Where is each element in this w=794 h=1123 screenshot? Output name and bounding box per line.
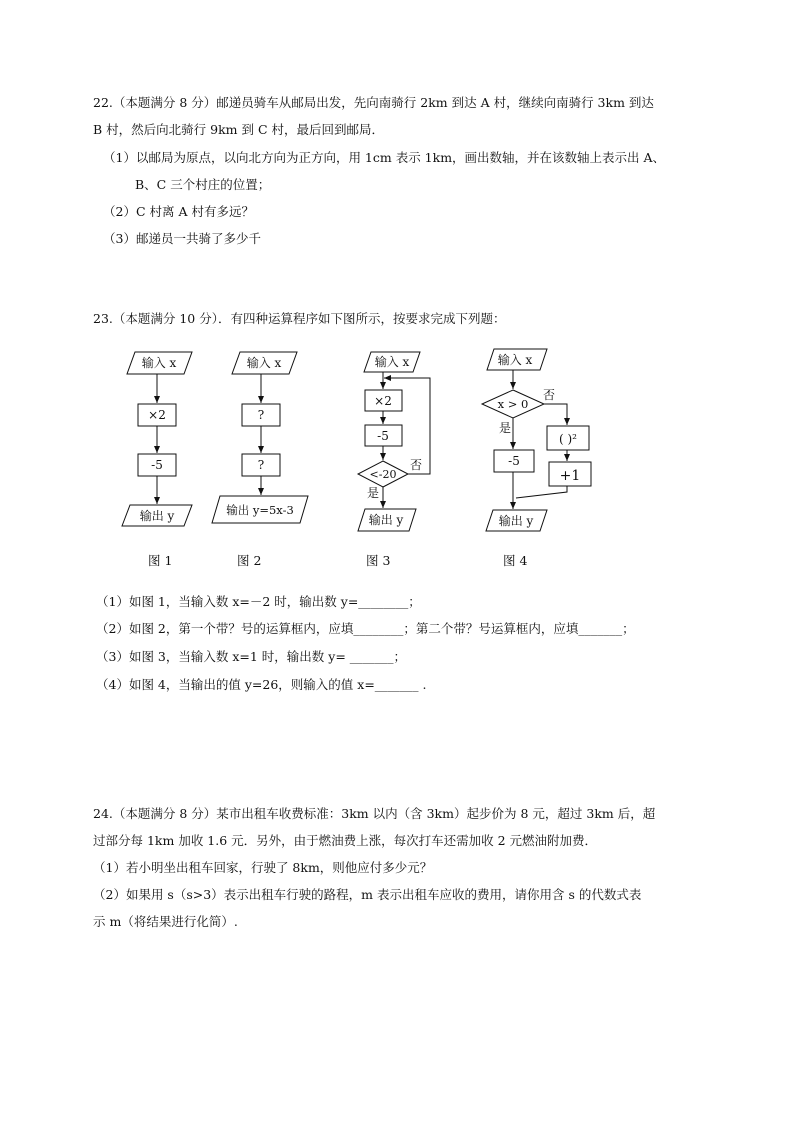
fig4-op-no2-label: +1 bbox=[559, 468, 581, 484]
fig4-yes-label: 是 bbox=[499, 421, 512, 435]
q23-sub4: （4）如图 4，当输出的值 y=26，则输入的值 x=_______ . bbox=[96, 677, 427, 692]
q23-sub3: （3）如图 3，当输入数 x=1 时，输出数 y= _______； bbox=[96, 649, 407, 664]
fig4-no-label: 否 bbox=[543, 388, 556, 402]
q24-part2-b: 示 m（将结果进行化简）. bbox=[93, 914, 238, 929]
fig3-op2-label: -5 bbox=[377, 429, 389, 443]
fig4-output-label: 输出 y bbox=[498, 514, 534, 528]
fig2-op1-label: ? bbox=[257, 408, 265, 422]
fig3-no-label: 否 bbox=[410, 458, 423, 472]
q24-part2-a: （2）如果用 s（s>3）表示出租车行驶的路程，m 表示出租车应收的费用，请你用含 s 的代数式表 bbox=[93, 887, 642, 902]
q22-line1: 22.（本题满分 8 分）邮递员骑车从邮局出发，先向南骑行 2km 到达 A 村，继续向南骑行 3km 到达 bbox=[93, 95, 654, 110]
fig4-condition-label: x > 0 bbox=[497, 397, 529, 411]
fig3-condition-label: <-20 bbox=[369, 468, 397, 481]
flowcharts bbox=[0, 345, 794, 545]
q22-part2: （2）C 村离 A 村有多远？ bbox=[103, 204, 254, 219]
fig1-op2-label: -5 bbox=[151, 458, 163, 472]
q23-sub2: （2）如图 2，第一个带？号的运算框内，应填________；第二个带？号运算框内，应填_______； bbox=[96, 621, 635, 636]
q22-part3: （3）邮递员一共骑了多少千 bbox=[103, 231, 261, 246]
fig3-input-label: 输入 x bbox=[374, 355, 410, 369]
fig1-op1-label: ×2 bbox=[148, 408, 166, 422]
fig2-op2-label: ? bbox=[257, 458, 265, 472]
flowchart-fig3 bbox=[358, 352, 430, 531]
flowchart-fig1 bbox=[122, 352, 192, 526]
fig3-yes-label: 是 bbox=[367, 486, 380, 500]
q22-line2: B 村，然后向北骑行 9km 到 C 村，最后回到邮局． bbox=[93, 122, 384, 137]
fig3-output-label: 输出 y bbox=[368, 513, 404, 527]
fig2-input-label: 输入 x bbox=[246, 356, 282, 370]
fig1-caption: 图 1 bbox=[148, 553, 173, 568]
q24-line2: 过部分每 1km 加收 1.6 元．另外，由于燃油费上涨，每次打车还需加收 2 元燃油附加费． bbox=[93, 833, 598, 848]
q24-part1: （1）若小明坐出租车回家，行驶了 8km，则他应付多少元？ bbox=[93, 860, 433, 875]
fig3-caption: 图 3 bbox=[366, 553, 391, 568]
q23-sub1: （1）如图 1，当输入数 x=－2 时，输出数 y=________； bbox=[96, 594, 421, 609]
q22-part1-b: B、C 三个村庄的位置； bbox=[135, 177, 271, 192]
fig4-input-label: 输入 x bbox=[497, 353, 533, 367]
fig4-op-yes-label: -5 bbox=[508, 454, 520, 468]
fig3-op1-label: ×2 bbox=[374, 394, 392, 408]
fig2-caption: 图 2 bbox=[237, 553, 262, 568]
fig4-caption: 图 4 bbox=[503, 553, 528, 568]
fig4-op-no1-label: ( )² bbox=[559, 432, 577, 446]
q22-part1-a: （1）以邮局为原点，以向北方向为正方向，用 1cm 表示 1km，画出数轴，并在该数轴上表示出 A、 bbox=[103, 150, 666, 165]
flowchart-fig2 bbox=[212, 352, 308, 523]
q24-line1: 24.（本题满分 8 分）某市出租车收费标准：3km 以内（含 3km）起步价为 8 元，超过 3km 后，超 bbox=[93, 806, 656, 821]
fig1-output-label: 输出 y bbox=[139, 509, 175, 523]
q23-intro: 23.（本题满分 10 分）．有四种运算程序如下图所示，按要求完成下列题： bbox=[93, 311, 506, 326]
fig1-input-label: 输入 x bbox=[141, 356, 177, 370]
fig2-output-label: 输出 y=5x-3 bbox=[226, 503, 294, 517]
